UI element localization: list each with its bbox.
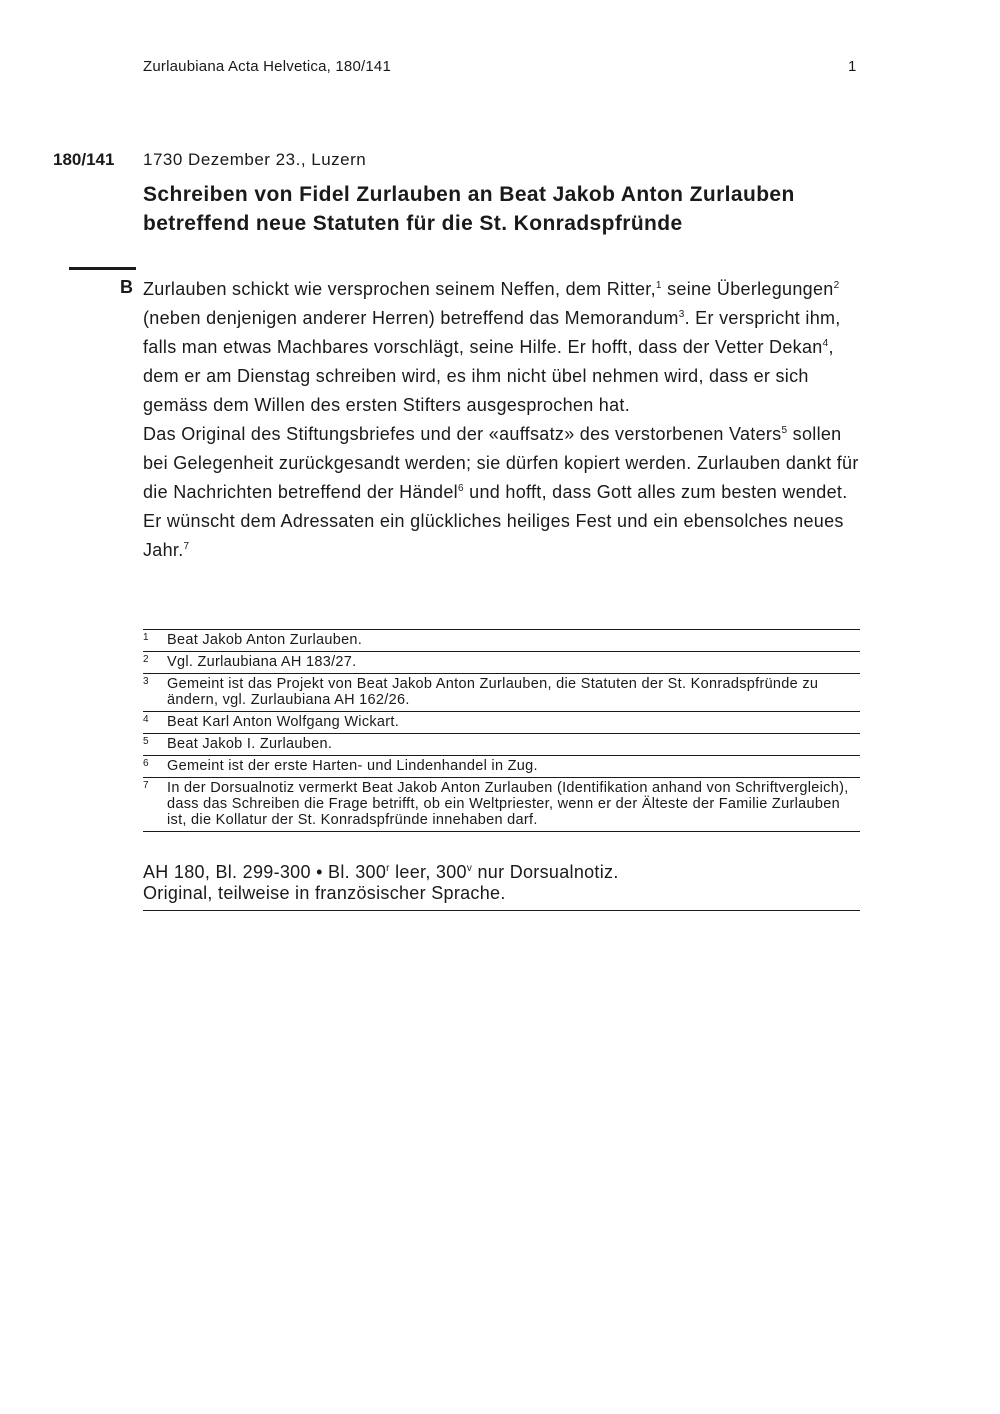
footnote-item [143,630,860,652]
source-siglum: AH 180, Bl. 299-300 • Bl. 300$^r$ leer, 300$^v$ nur Dorsualnotiz. [143,862,619,882]
footnotes [143,629,860,832]
footnote-ref-6[interactable]: 6 [457,483,464,494]
source-original-note: Original, teilweise in französischer Sprache. [143,883,506,903]
document-number: 180/141 [53,150,115,169]
footnote-number: 7 [143,780,149,791]
footnote-text: In der Dorsualnotiz vermerkt Beat Jakob Anton Zurlauben (Identifikation anhand von Schriftvergleich), dass das Schreiben die Frage betrifft, ob ein Weltpriester, wenn er der Älteste der Familie Zurlauben ist, die Kollatur der St. Konradspfründe innehaben darf. [167,780,849,828]
footnote-item [143,734,860,756]
footnote-ref-7[interactable]: 7 [183,541,190,552]
footnote-ref-4[interactable]: 4 [822,338,829,349]
footnote-text: Vgl. Zurlaubiana AH 183/27. [167,654,357,670]
section-marker-rule [69,267,136,270]
footnote-ref-1[interactable]: 1 [655,280,662,291]
footnote-text: Beat Jakob Anton Zurlauben. [167,632,363,648]
document-date-place: 1730 Dezember 23., Luzern [143,150,367,169]
regest-text [143,275,868,565]
footnote-ref-5[interactable]: 5 [781,425,788,436]
regest-paragraph-2: Das Original des Stiftungsbriefes und der «auffsatz» des verstorbenen Vaters$^5$ sollen bei Gelegenheit zurückgesandt werden; sie dürfen kopiert werden. Zurlauben dankt für die Nachrichten betreffend der Händel$^6$ und hofft, dass Gott alles zum besten wendet. Er wünscht dem Adressaten ein glückliches heiliges Fest und ein ebensolches neues Jahr.$^7$ [143,424,859,560]
source-description [143,862,860,911]
document-title: Schreiben von Fidel Zurlauben an Beat Jakob Anton Zurlauben betreffend neue Statuten für die St. Konradspfründe [143,183,795,235]
footnote-number: 3 [143,676,149,687]
running-title: Zurlaubiana Acta Helvetica, 180/141 [143,58,391,75]
footnote-ref-3[interactable]: 3 [678,309,685,320]
section-marker-letter: B [120,277,133,297]
footnote-text: Beat Jakob I. Zurlauben. [167,736,333,752]
footnote-number: 2 [143,654,149,665]
footnote-item [143,778,860,832]
footnote-text: Gemeint ist der erste Harten- und Lindenhandel in Zug. [167,758,538,774]
regest-paragraph-1: Zurlauben schickt wie versprochen seinem Neffen, dem Ritter,$^1$ seine Überlegungen$^2$ (neben denjenigen anderer Herren) betreffend das Memorandum$^3$. Er verspricht ihm, falls man etwas Machbares vorschlägt, seine Hilfe. Er hofft, dass der Vetter Dekan$^4$, dem er am Dienstag schreiben wird, es ihm nicht übel nehmen wird, dass er sich gemäss dem Willen des ersten Stifters ausgesprochen hat. [143,279,841,415]
footnote-number: 4 [143,714,149,725]
footnote-text: Gemeint ist das Projekt von Beat Jakob Anton Zurlauben, die Statuten der St. Konradspfründe zu ändern, vgl. Zurlaubiana AH 162/26. [167,676,819,708]
footnote-item [143,652,860,674]
footnote-number: 5 [143,736,149,747]
footnote-ref-2[interactable]: 2 [833,280,840,291]
footnote-item [143,756,860,778]
footnote-item [143,674,860,712]
footnote-number: 6 [143,758,149,769]
footnote-item [143,712,860,734]
footnote-number: 1 [143,632,149,643]
page-number: 1 [848,58,857,75]
footnote-text: Beat Karl Anton Wolfgang Wickart. [167,714,400,730]
